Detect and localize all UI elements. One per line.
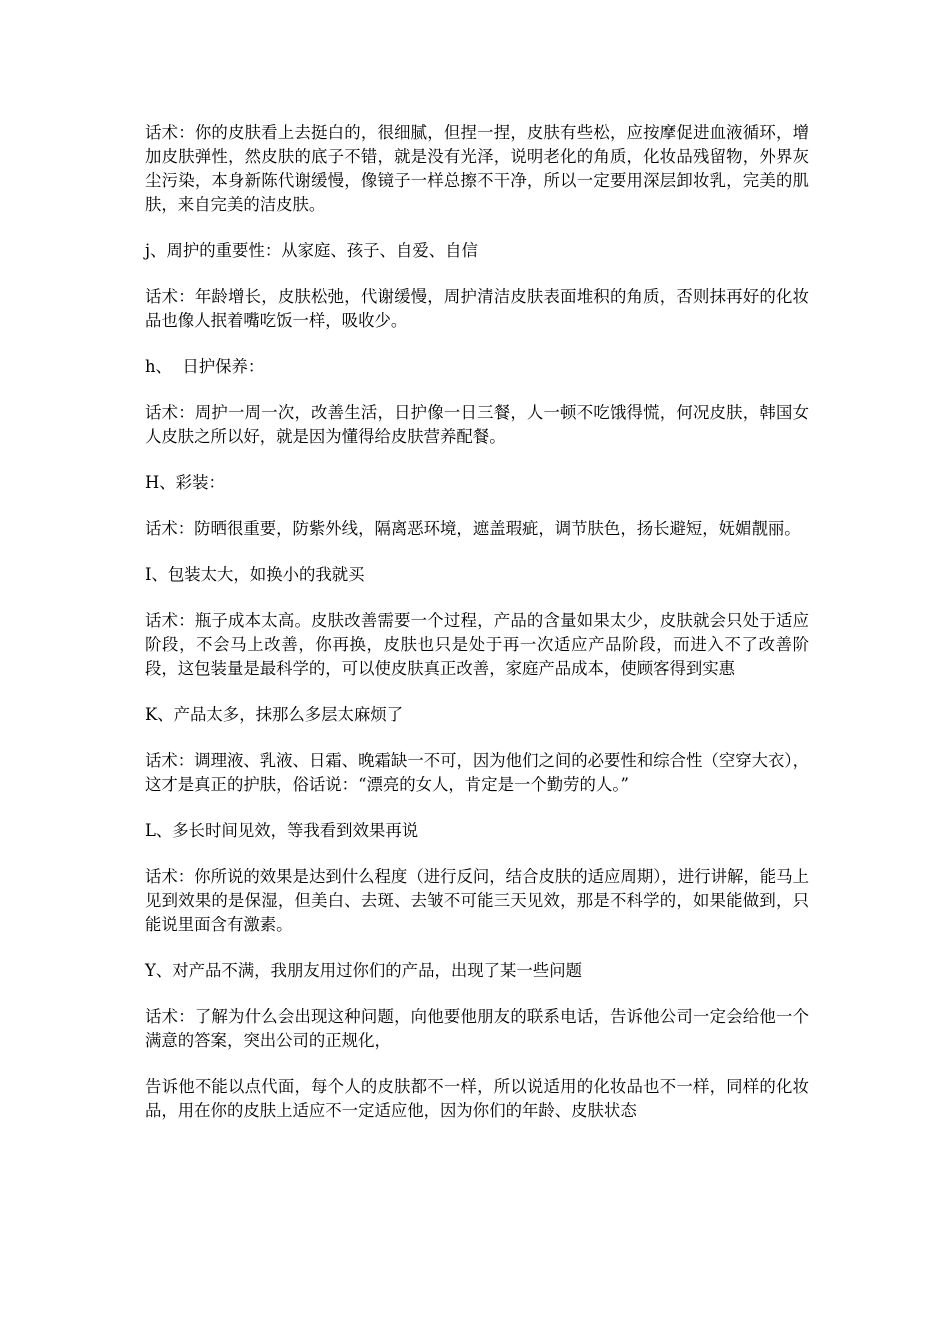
heading-product-complaint: Y、对产品不满，我朋友用过你们的产品，出现了某一些问题 bbox=[145, 961, 582, 980]
paragraph-daily-care-script: 话术：周护一周一次，改善生活，日护像一日三餐，人一顿不吃饿得慌，何况皮肤，韩国女人皮肤之所以好，就是因为懂得给皮肤营养配餐。 bbox=[145, 403, 809, 446]
heading-too-many-products: K、产品太多，抹那么多层太麻烦了 bbox=[145, 705, 404, 724]
heading-packaging: I、包装太大，如换小的我就买 bbox=[145, 565, 365, 584]
document-page bbox=[145, 121, 809, 1145]
paragraph-makeup-script: 话术：防晒很重要，防紫外线，隔离恶环境，遮盖瑕疵，调节肤色，扬长避短，妩媚靓丽。 bbox=[145, 519, 801, 538]
paragraph-time-to-effect-script: 话术：你所说的效果是达到什么程度（进行反问，结合皮肤的适应周期），进行讲解，能马上见到效果的是保湿，但美白、去斑、去皱不可能三天见效，那是不科学的，如果能做到，只能说里面含有激素。 bbox=[145, 867, 809, 934]
paragraph-weekly-care-script: 话术：年龄增长，皮肤松弛，代谢缓慢，周护清洁皮肤表面堆积的角质，否则抹再好的化妆品也像人抿着嘴吃饭一样，吸收少。 bbox=[145, 287, 809, 330]
paragraph-cleansing-script: 话术：你的皮肤看上去挺白的，很细腻，但捏一捏，皮肤有些松，应按摩促进血液循环，增加皮肤弹性，然皮肤的底子不错，就是没有光泽，说明老化的角质，化妆品残留物，外界灰尘污染，本身新陈代谢缓慢，像镜子一样总擦不干净，所以一定要用深层卸妆乳，完美的肌肤，来自完美的洁皮肤。 bbox=[145, 123, 809, 214]
heading-time-to-effect: L、多长时间见效，等我看到效果再说 bbox=[145, 821, 419, 840]
paragraph-individual-skin: 告诉他不能以点代面，每个人的皮肤都不一样，所以说适用的化妆品也不一样，同样的化妆品，用在你的皮肤上适应不一定适应他，因为你们的年龄、皮肤状态 bbox=[145, 1077, 809, 1120]
paragraph-packaging-script: 话术：瓶子成本太高。皮肤改善需要一个过程，产品的含量如果太少，皮肤就会只处于适应阶段，不会马上改善，你再换，皮肤也只是处于再一次适应产品阶段，而进入不了改善阶段，这包装量是最科学的，可以使皮肤真正改善，家庭产品成本，使顾客得到实惠 bbox=[145, 611, 809, 678]
heading-daily-care: h、 日护保养： bbox=[145, 357, 265, 376]
paragraph-too-many-products-script: 话术：调理液、乳液、日霜、晚霜缺一不可，因为他们之间的必要性和综合性（空穿大衣），这才是真正的护肤，俗话说：“漂亮的女人，肯定是一个勤劳的人。” bbox=[145, 751, 809, 794]
paragraph-product-complaint-script: 话术：了解为什么会出现这种问题，向他要他朋友的联系电话，告诉他公司一定会给他一个满意的答案，突出公司的正规化， bbox=[145, 1007, 809, 1050]
heading-makeup: H、彩装： bbox=[145, 473, 225, 492]
heading-weekly-care: j、周护的重要性：从家庭、孩子、自爱、自信 bbox=[145, 241, 478, 260]
